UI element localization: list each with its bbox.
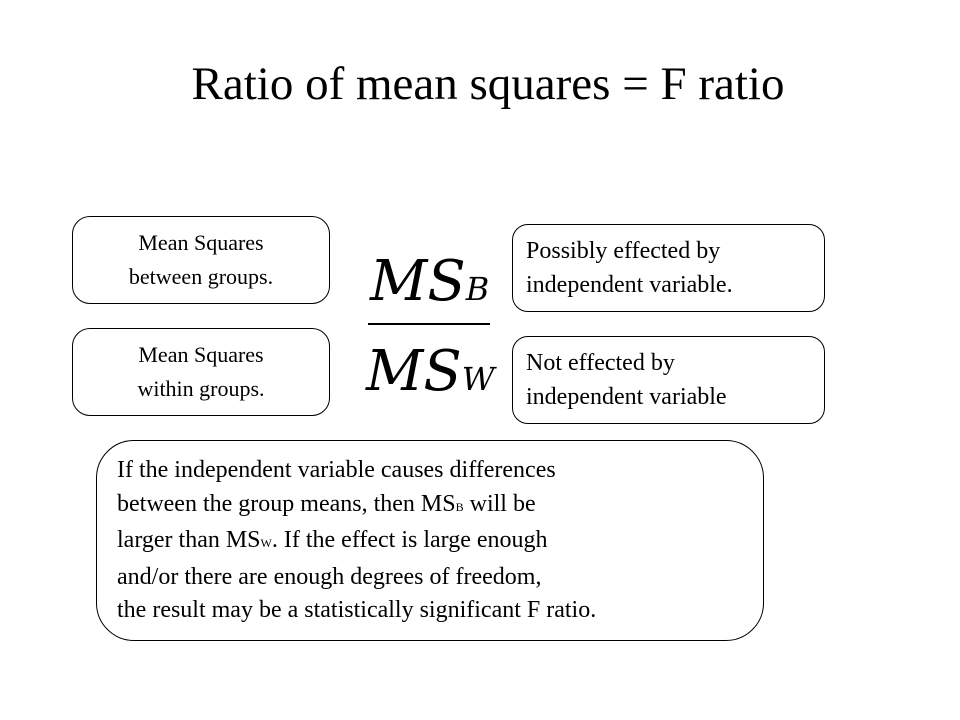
note-line2 — [117, 488, 763, 525]
fraction-bar — [368, 323, 490, 325]
within-groups-box — [72, 328, 330, 416]
page-title: Ratio of mean squares = F ratio — [191, 58, 785, 110]
note-line5: the result may be a statistically significant F ratio. — [117, 597, 597, 623]
effected-line1: Possibly effected by — [526, 238, 721, 264]
not-effected-box — [512, 336, 825, 424]
note-line2-subscript: B — [455, 499, 464, 514]
note-line4: and/or there are enough degrees of freedom, — [117, 563, 542, 590]
note-line1: If the independent variable causes differences — [117, 457, 556, 483]
between-groups-line2: between groups. — [128, 264, 274, 289]
f-ratio-fraction — [362, 244, 495, 412]
fraction-numerator — [362, 250, 498, 321]
not-effected-line1: Not effected by — [526, 350, 675, 376]
note-line2-post: will be — [463, 490, 536, 517]
effected-line2: independent variable. — [526, 272, 733, 298]
effected-box — [512, 224, 825, 312]
note-line3-pre: larger than MS — [117, 527, 261, 553]
within-groups-line2: within groups. — [137, 376, 265, 401]
within-groups-line1: Mean Squares — [138, 342, 264, 367]
numerator-subscript: B — [465, 270, 490, 308]
note-line3-subscript: W — [260, 536, 272, 550]
between-groups-line1: Mean Squares — [138, 230, 264, 255]
numerator-base: MS — [370, 249, 466, 314]
explanation-box — [96, 440, 764, 641]
denominator-base: MS — [366, 339, 462, 404]
between-groups-box — [72, 216, 330, 304]
denominator-subscript: W — [461, 360, 495, 398]
note-line2-pre: between the group means, then MS — [117, 490, 456, 517]
fraction-denominator — [362, 340, 494, 411]
not-effected-line2: independent variable — [526, 384, 727, 410]
note-line3-post: . If the effect is large enough — [271, 527, 548, 553]
note-line3 — [117, 524, 763, 561]
